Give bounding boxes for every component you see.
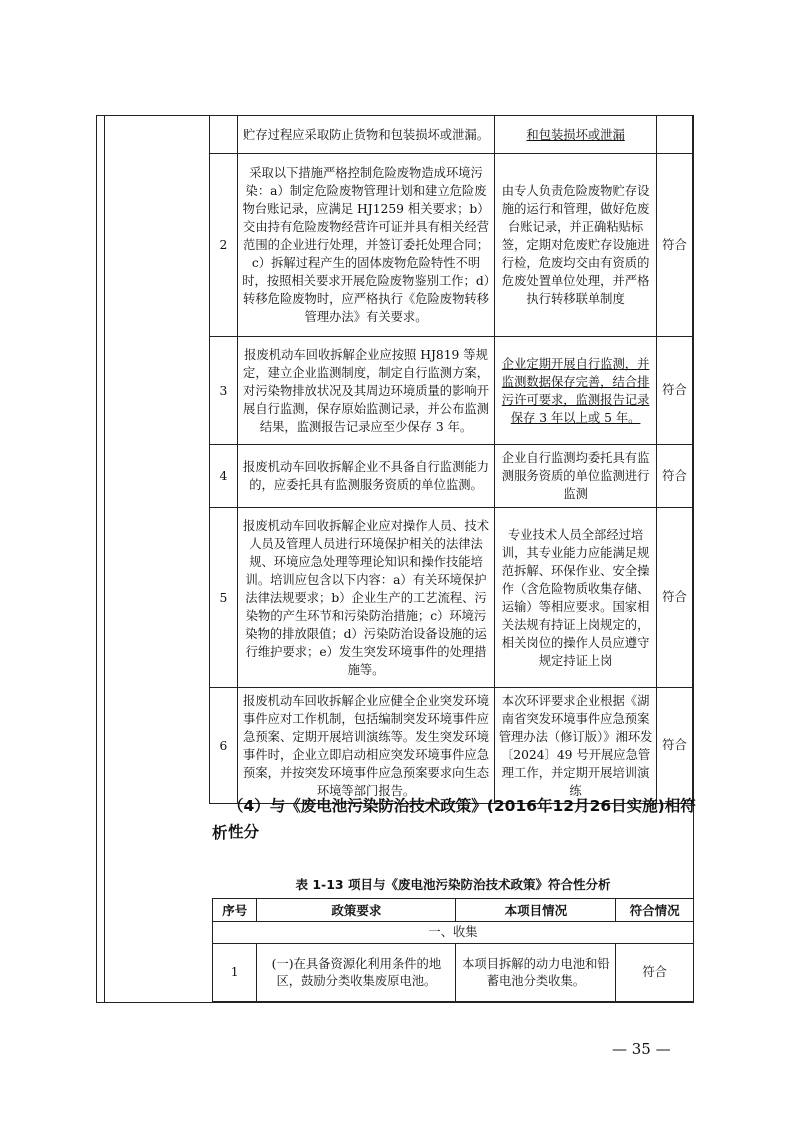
result-cell: 符合	[656, 154, 692, 337]
header-no: 序号	[213, 899, 257, 922]
table-row	[213, 944, 694, 1002]
frame-inner-line	[104, 115, 105, 1003]
row-number	[210, 116, 238, 154]
section-heading-continued: 析	[212, 824, 228, 842]
requirement-cell: 报废机动车回收拆解企业不具备自行监测能力的，应委托具有监测服务资质的单位监测。	[237, 445, 494, 508]
result-cell: 符合	[656, 508, 692, 688]
compliance-table-continued	[209, 115, 693, 804]
result-cell: 符合	[616, 944, 694, 1002]
table-caption: 表 1-13 项目与《废电池污染防治技术政策》符合性分析	[295, 877, 611, 892]
requirement-cell: 报废机动车回收拆解企业应对操作人员、技术人员及管理人员进行环境保护相关的法律法规、环境应急处理等理论知识和操作技能培训。培训应包含以下内容：a）有关环境保护法律法规要求；b）企业生产的工艺流程、污染物的产生环节和污染防治措施；c）环境污染物的排放限值；d）污染防治设备设施的运行维护要求；e）发生突发环境事件的处理措施等。	[237, 508, 494, 688]
situation-cell: 和包装损坏或泄漏	[495, 116, 657, 154]
requirement-cell: 报废机动车回收拆解企业应健全企业突发环境事件应对工作机制，包括编制突发环境事件应急预案、定期开展培训演练等。发生突发环境事件时，企业立即启动相应突发环境事件应急预案，并按突发环境事件应急预案要求向生态环境等部门报告。	[237, 688, 494, 804]
result-cell: 符合	[656, 688, 692, 804]
row-number: 5	[210, 508, 238, 688]
row-number: 1	[213, 944, 257, 1002]
header-situation: 本项目情况	[456, 899, 616, 922]
row-number: 4	[210, 445, 238, 508]
table-row	[210, 445, 693, 508]
group-label: 一、收集	[213, 922, 694, 944]
group-row	[213, 922, 694, 944]
table-row	[210, 688, 693, 804]
situation-cell: 企业定期开展自行监测，并监测数据保存完善，结合排污许可要求，监测报告记录保存 3 年以上或 5 年。	[495, 337, 657, 445]
situation-cell: 企业自行监测均委托具有监测服务资质的单位监测进行监测	[495, 445, 657, 508]
requirement-cell: (一)在具备资源化利用条件的地区，鼓励分类收集废原电池。	[257, 944, 456, 1002]
result-cell	[656, 116, 692, 154]
row-number: 3	[210, 337, 238, 445]
table-row	[210, 116, 693, 154]
table-header-row	[213, 899, 694, 922]
result-cell: 符合	[656, 337, 692, 445]
page-number: — 35 —	[612, 1040, 671, 1058]
table-row	[210, 508, 693, 688]
header-result: 符合情况	[616, 899, 694, 922]
situation-cell: 本次环评要求企业根据《湖南省突发环境事件应急预案管理办法（修订版）》湘环发〔2024〕49 号开展应急管理工作，并定期开展培训演练	[495, 688, 657, 804]
requirement-cell: 报废机动车回收拆解企业应按照 HJ819 等规定，建立企业监测制度，制定自行监测方案，对污染物排放状况及其周边环境质量的影响开展自行监测，保存原始监测记录，并公布监测结果，监测报告记录应至少保存 3 年。	[237, 337, 494, 445]
result-cell: 符合	[656, 445, 692, 508]
situation-cell: 由专人负责危险废物贮存设施的运行和管理，做好危废台账记录，并正确粘贴标签，定期对危废贮存设施进行检，危废均交由有资质的危废处置单位处理，并严格执行转移联单制度	[495, 154, 657, 337]
battery-policy-table	[212, 898, 694, 1002]
header-requirement: 政策要求	[257, 899, 456, 922]
row-number: 6	[210, 688, 238, 804]
requirement-cell: 贮存过程应采取防止货物和包装损坏或泄漏。	[237, 116, 494, 154]
requirement-cell: 采取以下措施严格控制危险废物造成环境污染：a）制定危险废物管理计划和建立危险废物台账记录，应满足 HJ1259 相关要求；b）交由持有危险废物经营许可证并具有相关经营范围的企业进行处理，并签订委托处理合同；c）拆解过程产生的固体废物危险特性不明时，按照相关要求开展危险废物鉴别工作；d）转移危险废物时，应严格执行《危险废物转移管理办法》有关要求。	[237, 154, 494, 337]
situation-cell: 本项目拆解的动力电池和铅蓄电池分类收集。	[456, 944, 616, 1002]
table-row	[210, 154, 693, 337]
row-number: 2	[210, 154, 238, 337]
situation-cell: 专业技术人员全部经过培训，其专业能力应能满足规范拆解、环保作业、安全操作（含危险物质收集存储、运输）等相应要求。国家相关法规有持证上岗规定的，相关岗位的操作人员应遵守规定持证上岗	[495, 508, 657, 688]
table-row	[210, 337, 693, 445]
section-heading: （4）与《废电池污染防治技术政策》(2016年12月26日实施)相符性分	[228, 797, 696, 841]
